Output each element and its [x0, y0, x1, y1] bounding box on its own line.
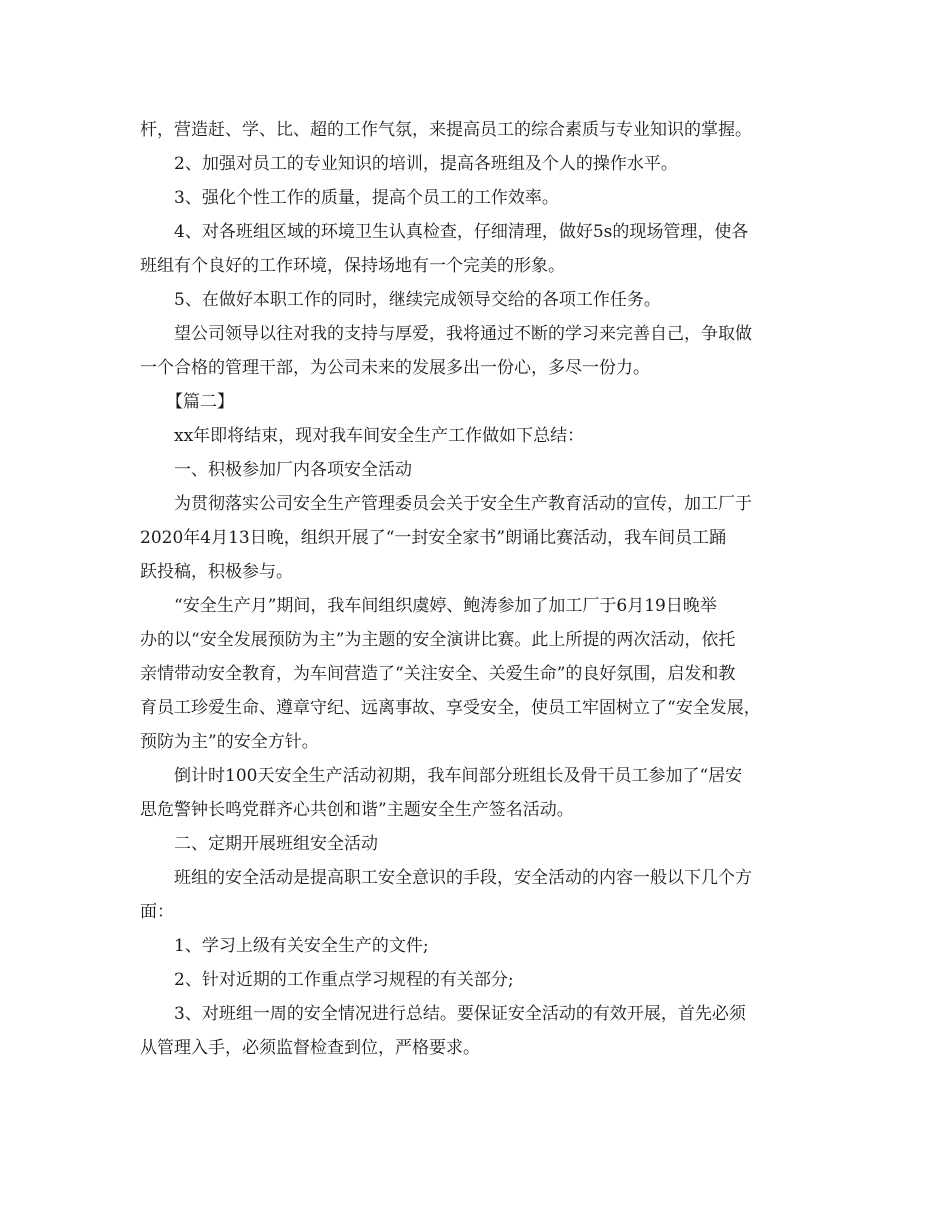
text-line-28: 从管理入手，必须监督检查到位，严格要求。	[140, 1038, 480, 1058]
text-line-12: 为贯彻落实公司安全生产管理委员会关于安全生产教育活动的宣传，加工厂于	[174, 494, 752, 514]
text-line-7: 望公司领导以往对我的支持与厚爱，我将通过不断的学习来完善自己，争取做	[174, 324, 752, 344]
text-line-13: 2020年4月13日晚，组织开展了“一封安全家书”朗诵比赛活动，我车间员工踊	[140, 528, 727, 548]
text-line-3: 3、强化个性工作的质量，提高个员工的工作效率。	[174, 188, 559, 208]
text-line-17: 亲情带动安全教育，为车间营造了“关注安全、关爱生命”的良好氛围，启发和教	[140, 664, 736, 684]
list-item-1: 1、学习上级有关安全生产的文件;	[174, 936, 429, 956]
text-line-15: “安全生产月”期间，我车间组织虞婷、鲍涛参加了加工厂于6月19日晚举	[174, 596, 717, 616]
text-line-23: 班组的安全活动是提高职工安全意识的手段，安全活动的内容一般以下几个方	[174, 868, 752, 888]
text-line-24: 面：	[140, 902, 174, 922]
text-line-14: 跃投稿，积极参与。	[140, 562, 293, 582]
text-line-19: 预防为主”的安全方针。	[140, 732, 319, 752]
text-line-20: 倒计时100天安全生产活动初期，我车间部分班组长及骨干员工参加了“居安	[174, 766, 743, 786]
section-heading-part-two: 【篇二】	[166, 392, 234, 412]
text-line-4: 4、对各班组区域的环境卫生认真检查，仔细清理，做好5s的现场管理，使各	[174, 222, 749, 242]
list-item-3: 3、对班组一周的安全情况进行总结。要保证安全活动的有效开展，首先必须	[174, 1004, 746, 1024]
text-line-10: xx年即将结束，现对我车间安全生产工作做如下总结：	[174, 426, 585, 446]
section-heading-2: 二、定期开展班组安全活动	[174, 834, 378, 854]
text-line-21: 思危警钟长鸣党群齐心共创和谐”主题安全生产签名活动。	[140, 800, 574, 820]
text-line-8: 一个合格的管理干部，为公司未来的发展多出一份心，多尽一份力。	[140, 358, 650, 378]
text-line-16: 办的以“安全发展预防为主”为主题的安全演讲比赛。此上所提的两次活动，依托	[140, 630, 736, 650]
text-line-5: 班组有个良好的工作环境，保持场地有一个完美的形象。	[140, 256, 565, 276]
document-body	[140, 113, 820, 1065]
list-item-2: 2、针对近期的工作重点学习规程的有关部分;	[174, 970, 514, 990]
text-line-2: 2、加强对员工的专业知识的培训，提高各班组及个人的操作水平。	[174, 154, 678, 174]
text-line-18: 育员工珍爱生命、遵章守纪、远离事故、享受安全，使员工牢固树立了“安全发展，	[140, 698, 761, 718]
text-line-6: 5、在做好本职工作的同时，继续完成领导交给的各项工作任务。	[174, 290, 661, 310]
text-line-1: 杆，营造赶、学、比、超的工作气氛，来提高员工的综合素质与专业知识的掌握。	[140, 120, 752, 140]
section-heading-1: 一、积极参加厂内各项安全活动	[174, 460, 412, 480]
